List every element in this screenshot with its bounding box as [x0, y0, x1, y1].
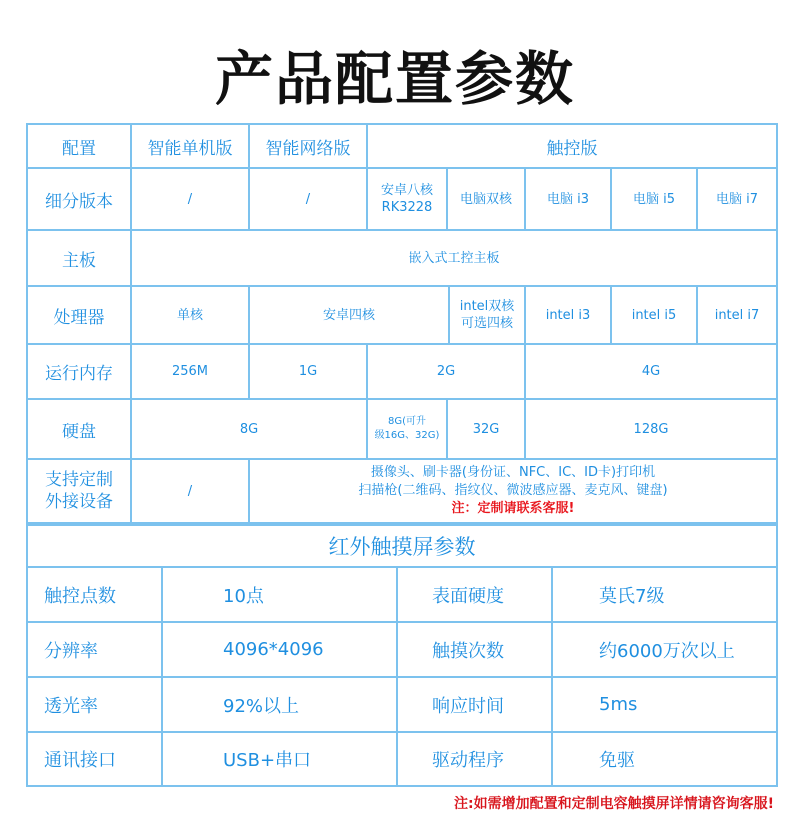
ir-key-touch-count: 触摸次数: [396, 621, 553, 678]
cpu-i3: intel i3: [524, 285, 612, 345]
disk-upgrade-line2: 级16G、32G): [374, 430, 440, 441]
cpu-i7: intel i7: [696, 285, 778, 345]
memory-256m: 256M: [130, 343, 250, 400]
disk-upgrade-line1: 8G(可升: [387, 416, 426, 427]
ir-key-hardness: 表面硬度: [396, 566, 553, 623]
mainboard-label: 主板: [26, 229, 132, 287]
mainboard-value: 嵌入式工控主板: [130, 229, 778, 287]
ir-key-resolution: 分辨率: [26, 621, 163, 678]
ir-val-touch-count: 约6000万次以上: [551, 621, 778, 678]
memory-2g: 2G: [366, 343, 526, 400]
disk-32g: 32G: [446, 398, 526, 460]
cpu-single: 单核: [130, 285, 250, 345]
android-chip: RK3228: [381, 200, 433, 215]
android-eight-core: 安卓八核: [380, 183, 433, 198]
subversion-network: /: [248, 167, 368, 231]
external-single: /: [130, 458, 250, 524]
subversion-single: /: [130, 167, 250, 231]
external-line1: 摄像头、刷卡器(身份证、NFC、IC、ID卡)打印机: [370, 465, 656, 480]
subversion-pc-dual: 电脑双核: [446, 167, 526, 231]
cpu-intel-dual: [448, 285, 526, 345]
subversion-pc-i5: 电脑 i5: [610, 167, 698, 231]
intel-dual: intel双核: [459, 299, 515, 314]
page-title: 产品配置参数: [214, 45, 575, 113]
disk-128g: 128G: [524, 398, 778, 460]
disk-8g: 8G: [130, 398, 368, 460]
ir-val-resolution: 4096*4096: [161, 621, 398, 678]
cpu-android-quad: 安卓四核: [248, 285, 450, 345]
external-label-line2: 外接设备: [45, 492, 113, 512]
external-note: 注：定制请联系客服!: [451, 501, 575, 516]
ir-val-touch-points: 10点: [161, 566, 398, 623]
ir-section-title: 红外触摸屏参数: [26, 524, 778, 568]
smart-single-header: 智能单机版: [130, 123, 250, 169]
external-devices: [248, 458, 778, 524]
subversion-pc-i7: 电脑 i7: [696, 167, 778, 231]
ir-key-transmittance: 透光率: [26, 676, 163, 733]
ir-key-interface: 通讯接口: [26, 731, 163, 787]
cpu-i5: intel i5: [610, 285, 698, 345]
cpu-label: 处理器: [26, 285, 132, 345]
footer-note: 注:如需增加配置和定制电容触摸屏详情请咨询客服!: [454, 796, 774, 812]
memory-4g: 4G: [524, 343, 778, 400]
touch-header: 触控版: [366, 123, 778, 169]
ir-val-driver: 免驱: [551, 731, 778, 787]
smart-network-header: 智能网络版: [248, 123, 368, 169]
ir-val-interface: USB+串口: [161, 731, 398, 787]
ir-val-hardness: 莫氏7级: [551, 566, 778, 623]
memory-label: 运行内存: [26, 343, 132, 400]
disk-label: 硬盘: [26, 398, 132, 460]
external-line2: 扫描枪(二维码、指纹仪、微波感应器、麦克风、键盘): [358, 483, 668, 498]
ir-key-response-time: 响应时间: [396, 676, 553, 733]
config-label: 配置: [26, 123, 132, 169]
ir-val-transmittance: 92%以上: [161, 676, 398, 733]
subversion-label: 细分版本: [26, 167, 132, 231]
external-label: [26, 458, 132, 524]
subversion-pc-i3: 电脑 i3: [524, 167, 612, 231]
external-label-line1: 支持定制: [45, 470, 113, 490]
ir-val-response-time: 5ms: [551, 676, 778, 733]
ir-key-driver: 驱动程序: [396, 731, 553, 787]
disk-8g-upgradable: [366, 398, 448, 460]
intel-quad-option: 可选四核: [460, 316, 513, 331]
memory-1g: 1G: [248, 343, 368, 400]
subversion-android: [366, 167, 448, 231]
ir-key-touch-points: 触控点数: [26, 566, 163, 623]
